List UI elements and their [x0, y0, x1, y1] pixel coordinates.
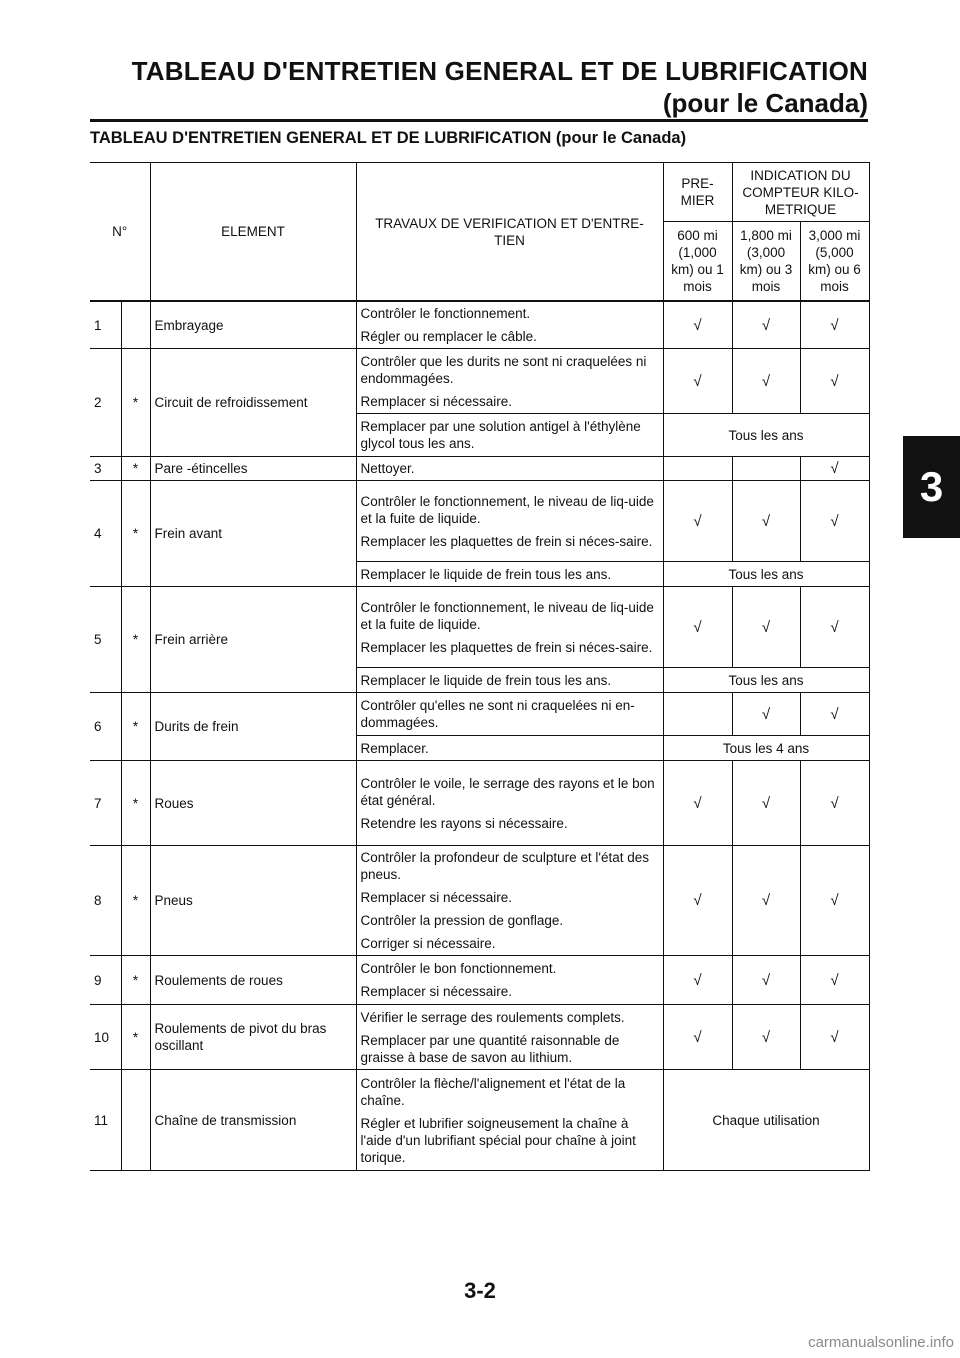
check-mark: √	[800, 956, 869, 1005]
check-mark: √	[732, 693, 800, 736]
row-star: *	[121, 481, 150, 587]
row-element: Roues	[150, 761, 356, 846]
row-actions	[356, 846, 663, 956]
row-star: *	[121, 693, 150, 761]
row-element: Chaîne de transmission	[150, 1070, 356, 1171]
action-text: Régler ou remplacer le câble.	[360, 329, 537, 344]
page-header-title: TABLEAU D'ENTRETIEN GENERAL ET DE LUBRIFICATION	[131, 56, 868, 86]
row-element: Roulements de pivot du bras oscillant	[150, 1005, 356, 1070]
col-header-odometer: INDICATION DU COMPTEUR KILO-METRIQUE	[732, 163, 869, 222]
row-actions	[356, 1005, 663, 1070]
row-number: 7	[90, 761, 121, 846]
action-text: Remplacer si nécessaire.	[360, 984, 513, 999]
empty-cell	[663, 693, 732, 736]
table-row	[90, 1070, 869, 1171]
empty-cell	[732, 457, 800, 481]
check-mark: √	[663, 846, 732, 956]
table-row	[90, 956, 869, 1005]
row-action-text: Nettoyer.	[356, 457, 663, 481]
check-mark: √	[663, 761, 732, 846]
check-mark: √	[732, 956, 800, 1005]
action-text: Retendre les rayons si nécessaire.	[360, 815, 568, 831]
check-mark: √	[732, 481, 800, 562]
row-number: 11	[90, 1070, 121, 1171]
check-mark: √	[732, 301, 800, 349]
check-mark: √	[732, 846, 800, 956]
row-actions	[356, 1070, 663, 1171]
check-mark: √	[800, 301, 869, 349]
check-mark: √	[800, 761, 869, 846]
col-header-interval-2: 1,800 mi (3,000 km) ou 3 mois	[732, 222, 800, 302]
check-mark: √	[732, 349, 800, 414]
col-header-work: TRAVAUX DE VERIFICATION ET D'ENTRE-TIEN	[356, 163, 663, 302]
row-star	[121, 1070, 150, 1171]
row-actions	[356, 349, 663, 414]
row-element: Pare -étincelles	[150, 457, 356, 481]
check-mark: √	[800, 349, 869, 414]
check-mark: √	[663, 956, 732, 1005]
page-header-subtitle: (pour le Canada)	[662, 88, 868, 118]
action-text: Contrôler le bon fonctionnement.	[360, 961, 557, 976]
table-row	[90, 457, 869, 481]
check-mark: √	[663, 481, 732, 562]
action-text: Contrôler que les durits ne sont ni craquelées ni endommagées.	[360, 353, 647, 386]
row-actions	[356, 301, 663, 349]
row-extra-action: Remplacer par une solution antigel à l'éthylène glycol tous les ans.	[356, 414, 663, 457]
header-row	[90, 163, 869, 222]
check-mark: √	[800, 846, 869, 956]
row-element: Roulements de roues	[150, 956, 356, 1005]
row-actions	[356, 481, 663, 562]
row-number: 8	[90, 846, 121, 956]
action-text: Corriger si nécessaire.	[360, 936, 496, 951]
check-mark: √	[800, 1005, 869, 1070]
check-mark: √	[732, 1005, 800, 1070]
check-mark: √	[732, 761, 800, 846]
row-actions	[356, 761, 663, 846]
chapter-tab: 3	[903, 436, 960, 538]
row-interval-text: Tous les ans	[663, 414, 869, 457]
col-header-interval-3: 3,000 mi (5,000 km) ou 6 mois	[800, 222, 869, 302]
row-number: 9	[90, 956, 121, 1005]
section-title: TABLEAU D'ENTRETIEN GENERAL ET DE LUBRIFICATION (pour le Canada)	[90, 129, 687, 147]
action-text: Remplacer les plaquettes de frein si néces-saire.	[360, 639, 653, 655]
row-star: *	[121, 587, 150, 693]
maintenance-table	[90, 162, 870, 1171]
check-mark: √	[663, 301, 732, 349]
row-star: *	[121, 349, 150, 457]
row-element: Frein arrière	[150, 587, 356, 693]
col-header-interval-1: 600 mi (1,000 km) ou 1 mois	[663, 222, 732, 302]
table-row	[90, 846, 869, 956]
action-text: Vérifier le serrage des roulements complets.	[360, 1009, 625, 1025]
row-star: *	[121, 846, 150, 956]
table-row	[90, 349, 869, 414]
row-actions	[356, 956, 663, 1005]
row-number: 6	[90, 693, 121, 761]
footer-watermark-link[interactable]: carmanualsonline.info	[808, 1334, 954, 1351]
action-text: Contrôler la profondeur de sculpture et l'état des pneus.	[360, 850, 649, 882]
table-row	[90, 587, 869, 668]
page-number: 3-2	[464, 1278, 496, 1303]
row-interval-text: Chaque utilisation	[663, 1070, 869, 1171]
row-element: Frein avant	[150, 481, 356, 587]
row-number: 5	[90, 587, 121, 693]
action-text: Remplacer si nécessaire.	[360, 890, 513, 905]
row-element: Durits de frein	[150, 693, 356, 761]
col-header-element: ELEMENT	[150, 163, 356, 302]
action-text: Régler et lubrifier soigneusement la chaîne à l'aide d'un lubrifiant spécial pour chaîne à joint torique.	[360, 1115, 636, 1165]
row-element: Circuit de refroidissement	[150, 349, 356, 457]
empty-cell	[663, 457, 732, 481]
check-mark: √	[732, 587, 800, 668]
row-number: 2	[90, 349, 121, 457]
row-number: 4	[90, 481, 121, 587]
action-text: Contrôler la flèche/l'alignement et l'état de la chaîne.	[360, 1075, 626, 1108]
table-row	[90, 761, 869, 846]
row-star: *	[121, 761, 150, 846]
row-interval-text: Tous les 4 ans	[663, 736, 869, 761]
action-text: Remplacer les plaquettes de frein si néces-saire.	[360, 533, 653, 549]
row-actions	[356, 587, 663, 668]
check-mark: √	[800, 481, 869, 562]
action-text: Contrôler le voile, le serrage des rayons et le bon état général.	[360, 775, 655, 808]
action-text: Remplacer si nécessaire.	[360, 393, 513, 409]
table-row	[90, 693, 869, 736]
check-mark: √	[663, 1005, 732, 1070]
row-number: 10	[90, 1005, 121, 1070]
action-text: Remplacer par une quantité raisonnable de graisse à base de savon au lithium.	[360, 1032, 620, 1065]
action-text: Contrôler le fonctionnement.	[360, 306, 531, 321]
check-mark: √	[800, 457, 869, 481]
row-star: *	[121, 956, 150, 1005]
header-rule	[90, 119, 868, 122]
row-extra-action: Remplacer.	[356, 736, 663, 761]
row-interval-text: Tous les ans	[663, 562, 869, 587]
table-row	[90, 1005, 869, 1070]
table-row	[90, 481, 869, 562]
table-row	[90, 301, 869, 349]
row-interval-text: Tous les ans	[663, 668, 869, 693]
action-text: Contrôler le fonctionnement, le niveau de liq-uide et la fuite de liquide.	[360, 599, 654, 632]
row-element: Embrayage	[150, 301, 356, 349]
check-mark: √	[663, 587, 732, 668]
row-number: 1	[90, 301, 121, 349]
col-header-first: PRE-MIER	[663, 163, 732, 222]
check-mark: √	[663, 349, 732, 414]
check-mark: √	[800, 587, 869, 668]
row-star: *	[121, 1005, 150, 1070]
row-star	[121, 301, 150, 349]
row-element: Pneus	[150, 846, 356, 956]
row-star: *	[121, 457, 150, 481]
row-extra-action: Remplacer le liquide de frein tous les ans.	[356, 562, 663, 587]
row-extra-action: Remplacer le liquide de frein tous les ans.	[356, 668, 663, 693]
row-number: 3	[90, 457, 121, 481]
action-text: Contrôler la pression de gonflage.	[360, 913, 564, 928]
row-action-text: Contrôler qu'elles ne sont ni craquelées ni en-dommagées.	[356, 693, 663, 736]
check-mark: √	[800, 693, 869, 736]
action-text: Contrôler le fonctionnement, le niveau de liq-uide et la fuite de liquide.	[360, 493, 654, 526]
col-header-no: N°	[90, 163, 150, 302]
